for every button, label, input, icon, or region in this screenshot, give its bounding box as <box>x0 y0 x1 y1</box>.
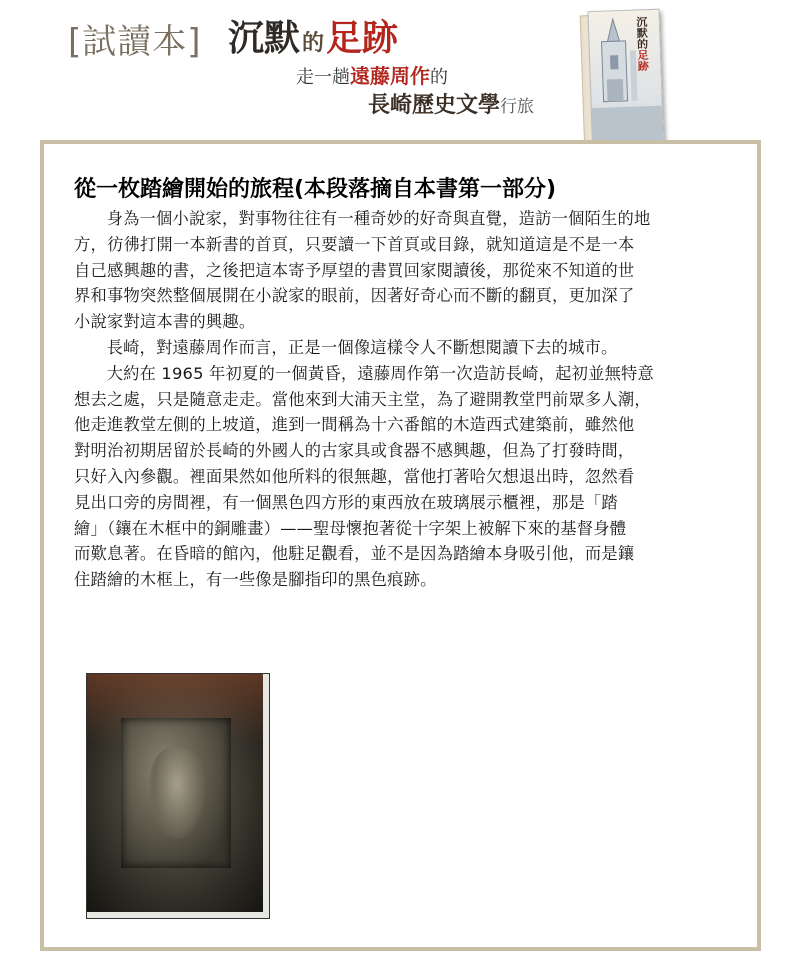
text-line: 想去之處，只是隨意走走。當他來到大浦天主堂，為了避開教堂門前眾多人潮， <box>74 389 651 409</box>
article-title: 從一枚踏繪開始的旅程(本段落摘自本書第一部分) <box>74 177 557 202</box>
book-title-part3: 足跡 <box>326 17 399 59</box>
trial-edition-label: [試讀本] <box>68 22 202 62</box>
fumie-photo <box>87 674 269 918</box>
page-header <box>0 0 800 140</box>
text-line: 他走進教堂左側的上坡道，進到一間稱為十六番館的木造西式建築前，雖然他 <box>74 415 635 435</box>
text-line: 大約在 1965 年初夏的一個黃昏，遠藤周作第一次造訪長崎，起初並無特意 <box>106 363 655 383</box>
book-cover-title-part2: 足跡 <box>635 49 650 72</box>
book-front-cover <box>587 9 664 157</box>
book-title <box>228 10 398 61</box>
book-cover-title-part1: 沉默的 <box>634 16 649 50</box>
book-title-part1: 沉默 <box>228 17 301 59</box>
subtitle-line2 <box>368 88 534 119</box>
text-line: 繪」（鑲在木框中的銅雕畫）——聖母懷抱著從十字架上被解下來的基督身體 <box>74 518 627 538</box>
book-cover-image <box>579 9 666 160</box>
bronze-plaque <box>121 718 231 868</box>
subtitle-line1 <box>296 60 448 89</box>
text-line: 見出口旁的房間裡，有一個黑色四方形的東西放在玻璃展示櫃裡，那是「踏 <box>74 492 618 512</box>
subtitle-line2-main: 長崎歷史文學 <box>368 92 501 118</box>
subtitle-line1-prefix: 走一趟 <box>296 67 350 88</box>
pieta-relief-figure <box>149 748 205 838</box>
paragraph-1 <box>74 206 738 335</box>
book-title-part2: 的 <box>302 30 325 56</box>
text-line: 自己感興趣的書，之後把這本寄予厚望的書買回家閱讀後，那從來不知道的世 <box>74 260 635 280</box>
book-cover-title <box>635 16 649 71</box>
text-line: 長崎，對遠藤周作而言，正是一個像這樣令人不斷想閱讀下去的城市。 <box>106 337 618 357</box>
text-line: 身為一個小說家，對事物往往有一種奇妙的好奇與直覺，造訪一個陌生的地 <box>106 209 651 228</box>
text-line: 只好入內參觀。裡面果然如他所料的很無趣，當他打著哈欠想退出時，忽然看 <box>74 466 635 486</box>
text-line: 界和事物突然整個展開在小說家的眼前，因著好奇心而不斷的翻頁，更加深了 <box>74 286 635 306</box>
article-body <box>74 206 738 593</box>
paragraph-3 <box>74 361 738 593</box>
subtitle-author: 遠藤周作 <box>350 64 430 88</box>
text-line: 小說家對這本書的興趣。 <box>74 312 256 332</box>
paragraph-2 <box>74 335 738 361</box>
excerpt-frame <box>40 140 761 951</box>
text-line: 而歎息著。在昏暗的館內，他駐足觀看，並不是因為踏繪本身吸引他，而是鑲 <box>74 544 635 564</box>
subtitle-line1-suffix: 的 <box>430 67 448 88</box>
text-line: 方，彷彿打開一本新書的首頁，只要讀一下首頁或目錄，就知道這是不是一本 <box>74 234 635 254</box>
church-illustration-icon <box>588 10 663 156</box>
text-line: 住踏繪的木框上，有一些像是腳指印的黑色痕跡。 <box>74 570 437 590</box>
text-line: 對明治初期居留於長崎的外國人的古家具或食器不感興趣，但為了打發時間， <box>74 441 635 461</box>
subtitle-line2-suffix: 行旅 <box>500 97 535 117</box>
